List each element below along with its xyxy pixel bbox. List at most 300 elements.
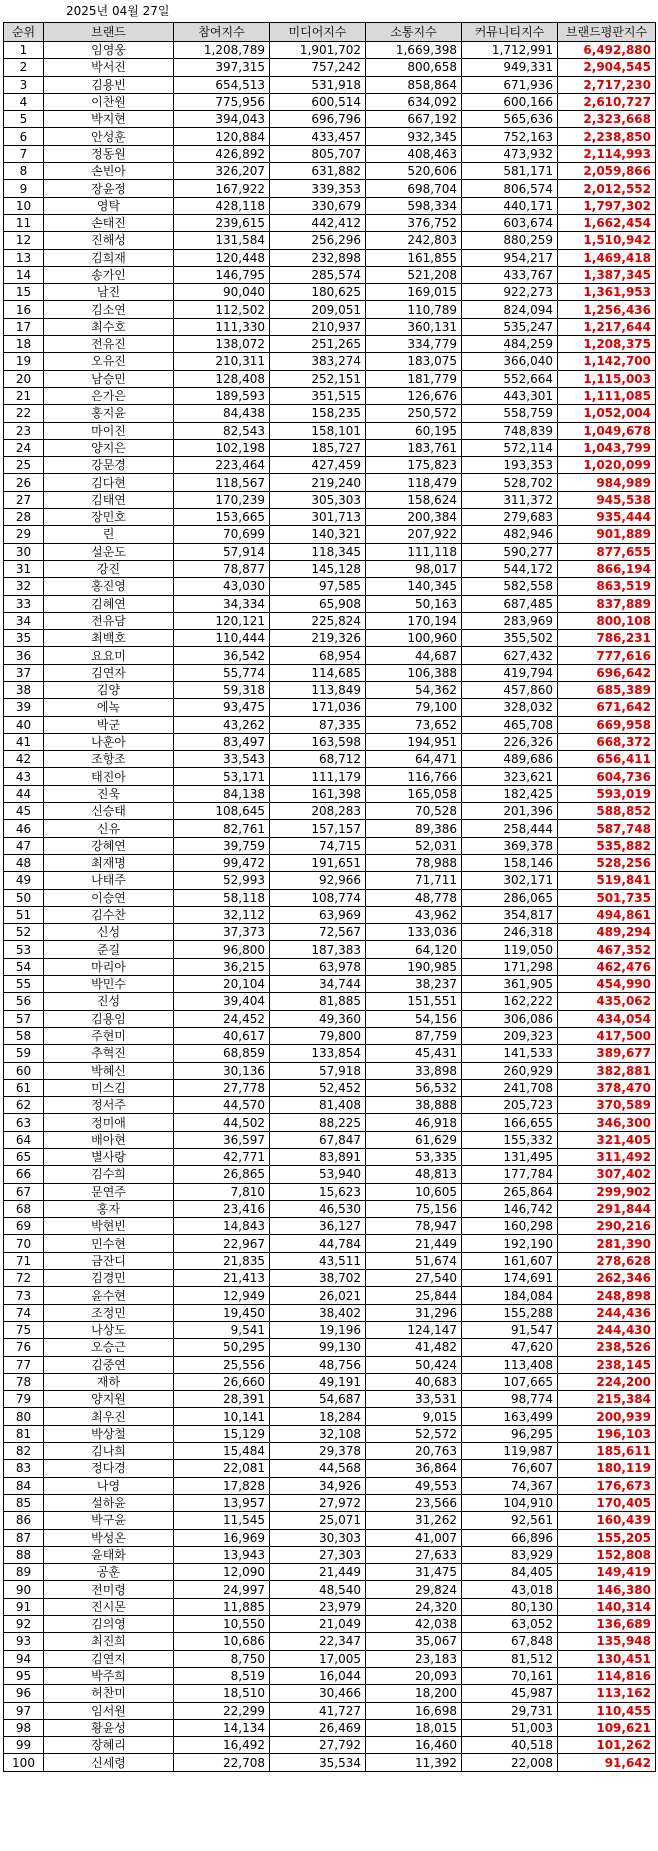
table-row [4, 111, 656, 128]
brand-name-cell: 이찬원 [44, 93, 174, 110]
rank-cell: 32 [4, 578, 44, 595]
rank-cell: 23 [4, 422, 44, 439]
media-cell: 44,784 [270, 1235, 366, 1252]
reputation-index-cell: 462,476 [558, 958, 656, 975]
communication-cell: 61,629 [366, 1131, 462, 1148]
participation-cell: 20,104 [174, 976, 270, 993]
brand-name-cell: 이승연 [44, 889, 174, 906]
participation-cell: 170,239 [174, 491, 270, 508]
reputation-index-cell: 109,621 [558, 1719, 656, 1736]
brand-name-cell: 김용빈 [44, 76, 174, 93]
brand-name-cell: 공훈 [44, 1564, 174, 1581]
brand-name-cell: 손빈아 [44, 163, 174, 180]
communication-cell: 45,431 [366, 1045, 462, 1062]
participation-cell: 428,118 [174, 197, 270, 214]
table-row [4, 266, 656, 283]
reputation-index-cell: 389,677 [558, 1045, 656, 1062]
media-cell: 41,727 [270, 1702, 366, 1719]
media-cell: 83,891 [270, 1149, 366, 1166]
brand-name-cell: 신세령 [44, 1754, 174, 1771]
brand-name-cell: 김소연 [44, 301, 174, 318]
brand-name-cell: 김연자 [44, 664, 174, 681]
community-cell: 174,691 [462, 1270, 558, 1287]
table-row [4, 941, 656, 958]
communication-cell: 158,624 [366, 491, 462, 508]
community-cell: 279,683 [462, 509, 558, 526]
reputation-index-cell: 2,238,850 [558, 128, 656, 145]
brand-name-cell: 안성훈 [44, 128, 174, 145]
rank-cell: 66 [4, 1166, 44, 1183]
rank-cell: 94 [4, 1650, 44, 1667]
communication-cell: 175,823 [366, 457, 462, 474]
communication-cell: 133,036 [366, 924, 462, 941]
brand-name-cell: 박혜신 [44, 1062, 174, 1079]
header-reputation-index: 브랜드평판지수 [558, 23, 656, 42]
brand-name-cell: 별사랑 [44, 1149, 174, 1166]
table-row [4, 1391, 656, 1408]
community-cell: 369,378 [462, 837, 558, 854]
brand-name-cell: 미스김 [44, 1079, 174, 1096]
participation-cell: 22,081 [174, 1460, 270, 1477]
media-cell: 18,284 [270, 1408, 366, 1425]
communication-cell: 43,962 [366, 906, 462, 923]
media-cell: 433,457 [270, 128, 366, 145]
media-cell: 46,530 [270, 1200, 366, 1217]
reputation-index-cell: 669,958 [558, 716, 656, 733]
brand-name-cell: 영탁 [44, 197, 174, 214]
table-row [4, 1027, 656, 1044]
reputation-index-cell: 113,162 [558, 1685, 656, 1702]
reputation-index-cell: 130,451 [558, 1650, 656, 1667]
rank-cell: 2 [4, 59, 44, 76]
participation-cell: 10,141 [174, 1408, 270, 1425]
reputation-index-cell: 185,611 [558, 1443, 656, 1460]
reputation-index-cell: 1,020,099 [558, 457, 656, 474]
rank-cell: 14 [4, 266, 44, 283]
rank-cell: 54 [4, 958, 44, 975]
communication-cell: 376,752 [366, 214, 462, 231]
table-row [4, 716, 656, 733]
rank-cell: 91 [4, 1598, 44, 1615]
brand-name-cell: 신유 [44, 820, 174, 837]
community-cell: 311,372 [462, 491, 558, 508]
participation-cell: 110,444 [174, 630, 270, 647]
reputation-index-cell: 140,314 [558, 1598, 656, 1615]
brand-name-cell: 최백호 [44, 630, 174, 647]
communication-cell: 54,156 [366, 1010, 462, 1027]
table-row [4, 318, 656, 335]
table-row [4, 699, 656, 716]
communication-cell: 1,669,398 [366, 42, 462, 59]
table-row [4, 76, 656, 93]
community-cell: 465,708 [462, 716, 558, 733]
communication-cell: 858,864 [366, 76, 462, 93]
brand-name-cell: 박구윤 [44, 1512, 174, 1529]
communication-cell: 106,388 [366, 664, 462, 681]
rank-cell: 68 [4, 1200, 44, 1217]
media-cell: 696,796 [270, 111, 366, 128]
rank-cell: 67 [4, 1183, 44, 1200]
table-row [4, 1581, 656, 1598]
rank-cell: 42 [4, 751, 44, 768]
media-cell: 26,469 [270, 1719, 366, 1736]
rank-cell: 100 [4, 1754, 44, 1771]
participation-cell: 83,497 [174, 733, 270, 750]
community-cell: 361,905 [462, 976, 558, 993]
communication-cell: 79,100 [366, 699, 462, 716]
participation-cell: 44,570 [174, 1097, 270, 1114]
reputation-index-cell: 1,662,454 [558, 214, 656, 231]
rank-cell: 36 [4, 647, 44, 664]
community-cell: 752,163 [462, 128, 558, 145]
reputation-index-cell: 489,294 [558, 924, 656, 941]
participation-cell: 11,545 [174, 1512, 270, 1529]
participation-cell: 102,198 [174, 439, 270, 456]
brand-name-cell: 신승태 [44, 803, 174, 820]
community-cell: 70,161 [462, 1667, 558, 1684]
reputation-index-cell: 435,062 [558, 993, 656, 1010]
participation-cell: 120,884 [174, 128, 270, 145]
rank-cell: 29 [4, 526, 44, 543]
reputation-index-cell: 2,904,545 [558, 59, 656, 76]
communication-cell: 51,674 [366, 1252, 462, 1269]
media-cell: 210,937 [270, 318, 366, 335]
reputation-index-cell: 901,889 [558, 526, 656, 543]
rank-cell: 89 [4, 1564, 44, 1581]
reputation-index-cell: 6,492,880 [558, 42, 656, 59]
rank-cell: 40 [4, 716, 44, 733]
communication-cell: 521,208 [366, 266, 462, 283]
communication-cell: 41,482 [366, 1339, 462, 1356]
communication-cell: 50,163 [366, 595, 462, 612]
rank-cell: 84 [4, 1477, 44, 1494]
table-row [4, 284, 656, 301]
communication-cell: 667,192 [366, 111, 462, 128]
table-row [4, 1564, 656, 1581]
reputation-index-cell: 248,898 [558, 1287, 656, 1304]
media-cell: 49,191 [270, 1373, 366, 1390]
rank-cell: 41 [4, 733, 44, 750]
rank-cell: 10 [4, 197, 44, 214]
reputation-index-cell: 281,390 [558, 1235, 656, 1252]
brand-name-cell: 홍진영 [44, 578, 174, 595]
brand-name-cell: 김연지 [44, 1650, 174, 1667]
brand-name-cell: 강진 [44, 560, 174, 577]
participation-cell: 167,922 [174, 180, 270, 197]
participation-cell: 8,750 [174, 1650, 270, 1667]
table-row [4, 509, 656, 526]
communication-cell: 334,779 [366, 336, 462, 353]
communication-cell: 70,528 [366, 803, 462, 820]
communication-cell: 242,803 [366, 232, 462, 249]
communication-cell: 200,384 [366, 509, 462, 526]
table-row [4, 145, 656, 162]
brand-name-cell: 허찬미 [44, 1685, 174, 1702]
community-cell: 419,794 [462, 664, 558, 681]
communication-cell: 100,960 [366, 630, 462, 647]
communication-cell: 31,475 [366, 1564, 462, 1581]
media-cell: 36,127 [270, 1218, 366, 1235]
table-row [4, 353, 656, 370]
communication-cell: 87,759 [366, 1027, 462, 1044]
table-row [4, 889, 656, 906]
rank-cell: 15 [4, 284, 44, 301]
participation-cell: 13,957 [174, 1494, 270, 1511]
brand-name-cell: 설하윤 [44, 1494, 174, 1511]
rank-cell: 6 [4, 128, 44, 145]
table-row [4, 1754, 656, 1771]
header-participation: 참여지수 [174, 23, 270, 42]
rank-cell: 62 [4, 1097, 44, 1114]
table-row [4, 1373, 656, 1390]
table-row [4, 647, 656, 664]
community-cell: 355,502 [462, 630, 558, 647]
table-row [4, 1339, 656, 1356]
table-row [4, 1010, 656, 1027]
participation-cell: 120,448 [174, 249, 270, 266]
media-cell: 97,585 [270, 578, 366, 595]
reputation-index-cell: 800,108 [558, 612, 656, 629]
reputation-index-cell: 837,889 [558, 595, 656, 612]
reputation-index-cell: 299,902 [558, 1183, 656, 1200]
rank-cell: 43 [4, 768, 44, 785]
table-row [4, 301, 656, 318]
participation-cell: 84,438 [174, 405, 270, 422]
community-cell: 192,190 [462, 1235, 558, 1252]
reputation-index-cell: 155,205 [558, 1529, 656, 1546]
community-cell: 51,003 [462, 1719, 558, 1736]
participation-cell: 68,859 [174, 1045, 270, 1062]
brand-name-cell: 요요미 [44, 647, 174, 664]
community-cell: 113,408 [462, 1356, 558, 1373]
communication-cell: 9,015 [366, 1408, 462, 1425]
brand-name-cell: 재하 [44, 1373, 174, 1390]
reputation-index-cell: 278,628 [558, 1252, 656, 1269]
brand-name-cell: 문연주 [44, 1183, 174, 1200]
participation-cell: 78,877 [174, 560, 270, 577]
community-cell: 323,621 [462, 768, 558, 785]
participation-cell: 90,040 [174, 284, 270, 301]
table-row [4, 733, 656, 750]
rank-cell: 73 [4, 1287, 44, 1304]
community-cell: 161,607 [462, 1252, 558, 1269]
brand-name-cell: 손태진 [44, 214, 174, 231]
community-cell: 671,936 [462, 76, 558, 93]
table-header-row [4, 23, 656, 42]
rank-cell: 24 [4, 439, 44, 456]
community-cell: 166,655 [462, 1114, 558, 1131]
table-row [4, 543, 656, 560]
brand-name-cell: 장민호 [44, 509, 174, 526]
reputation-index-cell: 945,538 [558, 491, 656, 508]
participation-cell: 50,295 [174, 1339, 270, 1356]
rank-cell: 74 [4, 1304, 44, 1321]
brand-name-cell: 신성 [44, 924, 174, 941]
brand-name-cell: 임영웅 [44, 42, 174, 59]
media-cell: 27,792 [270, 1737, 366, 1754]
reputation-index-cell: 244,436 [558, 1304, 656, 1321]
participation-cell: 82,543 [174, 422, 270, 439]
communication-cell: 181,779 [366, 370, 462, 387]
brand-name-cell: 박성온 [44, 1529, 174, 1546]
communication-cell: 31,296 [366, 1304, 462, 1321]
community-cell: 43,018 [462, 1581, 558, 1598]
reputation-index-cell: 984,989 [558, 474, 656, 491]
table-row [4, 1045, 656, 1062]
rank-cell: 50 [4, 889, 44, 906]
media-cell: 68,954 [270, 647, 366, 664]
media-cell: 133,854 [270, 1045, 366, 1062]
reputation-index-cell: 346,300 [558, 1114, 656, 1131]
brand-name-cell: 김혜연 [44, 595, 174, 612]
participation-cell: 84,138 [174, 785, 270, 802]
media-cell: 1,901,702 [270, 42, 366, 59]
table-row [4, 1633, 656, 1650]
table-row [4, 59, 656, 76]
community-cell: 201,396 [462, 803, 558, 820]
media-cell: 34,926 [270, 1477, 366, 1494]
reputation-index-cell: 467,352 [558, 941, 656, 958]
media-cell: 19,196 [270, 1321, 366, 1338]
participation-cell: 27,778 [174, 1079, 270, 1096]
media-cell: 351,515 [270, 387, 366, 404]
brand-name-cell: 추혁진 [44, 1045, 174, 1062]
participation-cell: 82,761 [174, 820, 270, 837]
communication-cell: 53,335 [366, 1149, 462, 1166]
participation-cell: 36,597 [174, 1131, 270, 1148]
reputation-index-cell: 2,717,230 [558, 76, 656, 93]
media-cell: 17,005 [270, 1650, 366, 1667]
reputation-index-cell: 1,115,003 [558, 370, 656, 387]
brand-name-cell: 박주희 [44, 1667, 174, 1684]
community-cell: 92,561 [462, 1512, 558, 1529]
communication-cell: 48,813 [366, 1166, 462, 1183]
reputation-index-cell: 877,655 [558, 543, 656, 560]
reputation-index-cell: 114,816 [558, 1667, 656, 1684]
community-cell: 590,277 [462, 543, 558, 560]
brand-name-cell: 전유진 [44, 336, 174, 353]
reputation-index-cell: 91,642 [558, 1754, 656, 1771]
media-cell: 232,898 [270, 249, 366, 266]
table-row [4, 128, 656, 145]
participation-cell: 153,665 [174, 509, 270, 526]
media-cell: 15,623 [270, 1183, 366, 1200]
rank-cell: 81 [4, 1425, 44, 1442]
communication-cell: 71,711 [366, 872, 462, 889]
participation-cell: 57,914 [174, 543, 270, 560]
rank-cell: 34 [4, 612, 44, 629]
communication-cell: 35,067 [366, 1633, 462, 1650]
participation-cell: 12,949 [174, 1287, 270, 1304]
community-cell: 45,987 [462, 1685, 558, 1702]
rank-cell: 26 [4, 474, 44, 491]
table-row [4, 457, 656, 474]
community-cell: 177,784 [462, 1166, 558, 1183]
participation-cell: 15,129 [174, 1425, 270, 1442]
brand-name-cell: 조정민 [44, 1304, 174, 1321]
rank-cell: 57 [4, 1010, 44, 1027]
communication-cell: 598,334 [366, 197, 462, 214]
brand-name-cell: 박군 [44, 716, 174, 733]
rank-cell: 77 [4, 1356, 44, 1373]
rank-cell: 21 [4, 387, 44, 404]
table-row [4, 1737, 656, 1754]
table-row [4, 474, 656, 491]
table-row [4, 1685, 656, 1702]
media-cell: 209,051 [270, 301, 366, 318]
rank-cell: 71 [4, 1252, 44, 1269]
media-cell: 30,466 [270, 1685, 366, 1702]
rank-cell: 51 [4, 906, 44, 923]
participation-cell: 120,121 [174, 612, 270, 629]
media-cell: 21,049 [270, 1616, 366, 1633]
communication-cell: 111,118 [366, 543, 462, 560]
communication-cell: 183,761 [366, 439, 462, 456]
communication-cell: 78,988 [366, 854, 462, 871]
reputation-index-cell: 101,262 [558, 1737, 656, 1754]
table-row [4, 664, 656, 681]
participation-cell: 397,315 [174, 59, 270, 76]
community-cell: 84,405 [462, 1564, 558, 1581]
community-cell: 96,295 [462, 1425, 558, 1442]
communication-cell: 27,633 [366, 1546, 462, 1563]
reputation-index-cell: 290,216 [558, 1218, 656, 1235]
rank-cell: 13 [4, 249, 44, 266]
table-row [4, 681, 656, 698]
brand-name-cell: 박현빈 [44, 1218, 174, 1235]
rank-cell: 87 [4, 1529, 44, 1546]
communication-cell: 89,386 [366, 820, 462, 837]
brand-name-cell: 윤수현 [44, 1287, 174, 1304]
media-cell: 21,449 [270, 1564, 366, 1581]
reputation-index-cell: 196,103 [558, 1425, 656, 1442]
reputation-index-cell: 176,673 [558, 1477, 656, 1494]
brand-name-cell: 김양 [44, 681, 174, 698]
communication-cell: 360,131 [366, 318, 462, 335]
table-row [4, 578, 656, 595]
reputation-index-cell: 136,689 [558, 1616, 656, 1633]
communication-cell: 33,898 [366, 1062, 462, 1079]
participation-cell: 28,391 [174, 1391, 270, 1408]
rank-cell: 35 [4, 630, 44, 647]
rank-cell: 37 [4, 664, 44, 681]
reputation-index-cell: 1,387,345 [558, 266, 656, 283]
rank-cell: 12 [4, 232, 44, 249]
community-cell: 806,574 [462, 180, 558, 197]
brand-name-cell: 에녹 [44, 699, 174, 716]
brand-name-cell: 정동원 [44, 145, 174, 162]
communication-cell: 64,120 [366, 941, 462, 958]
communication-cell: 20,093 [366, 1667, 462, 1684]
participation-cell: 21,835 [174, 1252, 270, 1269]
media-cell: 631,882 [270, 163, 366, 180]
community-cell: 67,848 [462, 1633, 558, 1650]
rank-cell: 70 [4, 1235, 44, 1252]
rank-cell: 98 [4, 1719, 44, 1736]
table-row [4, 214, 656, 231]
table-row [4, 439, 656, 456]
brand-name-cell: 김경민 [44, 1270, 174, 1287]
reputation-index-cell: 1,469,418 [558, 249, 656, 266]
community-cell: 146,742 [462, 1200, 558, 1217]
rank-cell: 46 [4, 820, 44, 837]
communication-cell: 140,345 [366, 578, 462, 595]
table-row [4, 976, 656, 993]
rank-cell: 20 [4, 370, 44, 387]
reputation-index-cell: 1,111,085 [558, 387, 656, 404]
communication-cell: 40,683 [366, 1373, 462, 1390]
brand-name-cell: 남진 [44, 284, 174, 301]
